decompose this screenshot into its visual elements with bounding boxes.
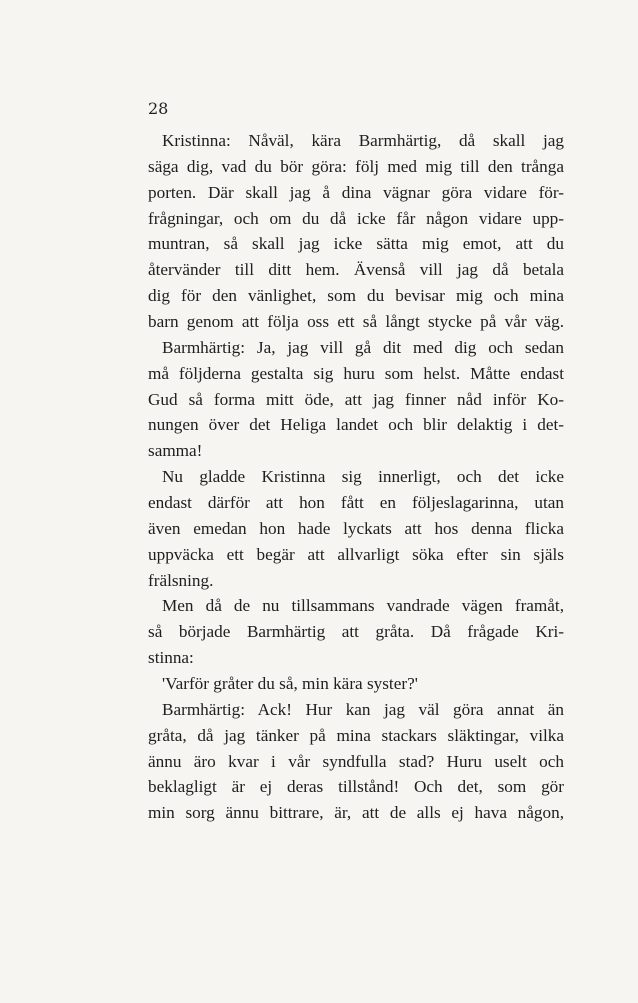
text-line: 'Varför gråter du så, min kära syster?' xyxy=(162,674,418,694)
text-line: min sorg ännu bittrare, är, att de alls ej hava någon, xyxy=(148,803,564,823)
text-line: barn genom att följa oss ett så långt stycke på vår väg. xyxy=(148,312,564,332)
text-line: Men då de nu tillsammans vandrade vägen framåt, xyxy=(162,596,564,616)
text-line: samma! xyxy=(148,441,203,461)
text-line: Barmhärtig: Ack! Hur kan jag väl göra annat än xyxy=(162,699,564,719)
text-line: Barmhärtig: Ja, jag vill gå dit med dig och sedan xyxy=(162,337,564,357)
text-line: beklagligt är ej deras tillstånd! Och det, som gör xyxy=(148,777,564,797)
text-line: ännu äro kvar i vår syndfulla stad? Huru uselt och xyxy=(148,751,564,771)
page-number: 28 xyxy=(148,99,169,118)
text-line: även emedan hon hade lyckats att hos denna flicka xyxy=(148,518,564,538)
body-text xyxy=(148,128,564,826)
text-line: säga dig, vad du bör göra: följ med mig till den trånga xyxy=(148,156,564,176)
text-line: återvänder till ditt hem. Ävenså vill jag då betala xyxy=(148,260,564,280)
text-line: Nu gladde Kristinna sig innerligt, och det icke xyxy=(162,467,564,487)
text-line: så började Barmhärtig att gråta. Då frågade Kri- xyxy=(148,622,564,642)
text-line: gråta, då jag tänker på mina stackars släktingar, vilka xyxy=(148,725,564,745)
text-line: endast därför att hon fått en följeslagarinna, utan xyxy=(148,493,564,513)
text-line: dig för den vänlighet, som du bevisar mig och mina xyxy=(148,286,564,306)
text-line: Kristinna: Nåväl, kära Barmhärtig, då skall jag xyxy=(162,131,564,150)
text-line: frälsning. xyxy=(148,570,214,590)
text-line: muntran, så skall jag icke sätta mig emot, att du xyxy=(148,234,564,254)
text-line: nungen över det Heliga landet och blir delaktig i det- xyxy=(148,415,564,435)
text-line: frågningar, och om du då icke får någon vidare upp- xyxy=(148,208,564,228)
text-line: porten. Där skall jag å dina vägnar göra vidare för- xyxy=(148,182,564,202)
text-line: stinna: xyxy=(148,648,194,668)
text-line: uppväcka ett begär att allvarligt söka efter sin själs xyxy=(148,544,564,564)
text-line: Gud så forma mitt öde, att jag finner nåd inför Ko- xyxy=(148,389,564,409)
text-line: må följderna gestalta sig huru som helst. Måtte endast xyxy=(148,363,564,383)
